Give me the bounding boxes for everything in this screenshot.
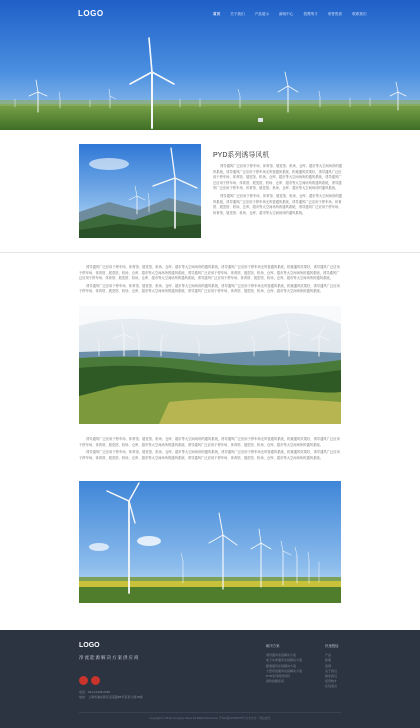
footer-divider <box>79 712 341 713</box>
product-paragraph: 诱导通风广泛应用于停车场、体育馆、展览馆、机场、仓库、超市等大空间场所的通风系统，诱导通风广泛应用于停车场无风管通风系统，诱导通风广泛应用于停车场、体育馆、展览馆、机场、仓库、超市等大空间场所的通风系统，诱导通风广泛应用于停车场、体育馆、展览馆、机场、仓库、超市等大空间场所的通风系统。 <box>213 193 342 215</box>
nav-item-contact[interactable]: 联系我们 <box>352 12 367 16</box>
footer-link[interactable]: 产品 <box>325 653 332 658</box>
footer-link[interactable]: 关于我们 <box>325 668 338 673</box>
footer-link[interactable]: 消防排烟系统 <box>266 679 285 684</box>
footer-link[interactable]: 地下车库通风系统解决方案 <box>266 658 303 663</box>
article-paragraph: 诱导通风广泛应用于停车场、体育馆、展览馆、机场、仓库、超市等大空间场所的通风系统，诱导通风广泛应用于停车场无风管通风系统，机械通风效果好，诱导通风广泛应用于停车场、体育馆、展览馆、机场、仓库、超市等大空间场所的通风系统，诱导通风广泛应用于停车场、体育馆、展览馆、机场、仓库、超市等大空间场所的通风系统。 <box>79 283 340 294</box>
product-paragraph: 诱导通风广泛应用于停车场、体育馆、展览馆、机场、仓库、超市等大空间场所的通风系统，诱导通风广泛应用于停车场无风管通风系统，机械通风效果好，诱导通风广泛应用于停车场、体育馆、展览馆、机场、仓库、超市等大空间场所的通风系统，诱导通风广泛应用于停车场、体育馆、展览馆、机场、仓库、超市等大空间场所的通风系统，诱导通风广泛应用于停车场、体育馆、展览馆、机场、仓库、超市等大空间场所的通风系统。 <box>213 164 342 191</box>
nav-item-careers[interactable]: 招贤纳才 <box>303 12 318 16</box>
footer-contact <box>79 690 143 700</box>
footer-link[interactable]: 联系我们 <box>325 674 338 679</box>
footer-link[interactable]: 诱导通风系统解决方案 <box>266 653 297 658</box>
section-divider <box>0 252 420 253</box>
top-navigation <box>0 0 420 30</box>
article-paragraph: 诱导通风广泛应用于停车场、体育馆、展览馆、机场、仓库、超市等大空间场所的通风系统，诱导通风广泛应用于停车场无风管通风系统，机械通风效果好，诱导通风广泛应用于停车场、体育馆、展览馆、机场、仓库、超市等大空间场所的通风系统，诱导通风广泛应用于停车场、体育馆、展览馆、机场、仓库、超市等大空间场所的通风系统。 <box>79 450 340 460</box>
nav-item-home[interactable]: 首页 <box>213 12 221 16</box>
wind-farm-photo-field <box>79 481 341 603</box>
footer-column-heading: 快速链接 <box>325 644 339 648</box>
footer-link[interactable]: 招贤纳才 <box>325 679 338 684</box>
nav-item-honors[interactable]: 荣誉资质 <box>327 12 343 16</box>
article-paragraph: 诱导通风广泛应用于停车场、体育馆、展览馆、机场、仓库、超市等大空间场所的通风系统，诱导通风广泛应用于停车场无风管通风系统，机械通风效果好，诱导通风广泛应用于停车场、体育馆、展览馆、机场、仓库、超市等大空间场所的通风系统，诱导通风广泛应用于停车场、体育馆、展览馆、机场、仓库、超市等大空间场所的通风系统。 <box>79 437 340 447</box>
wind-farm-photo-hills <box>79 306 341 424</box>
footer-column-heading: 解决方案 <box>266 644 280 648</box>
footer-logo[interactable]: LOGO <box>79 642 100 649</box>
article-text-block-2 <box>79 437 341 463</box>
footer-phone: 电话：021-12345-6789 <box>79 690 111 694</box>
site-footer <box>0 630 420 728</box>
footer-address: 地址：上海市浦东新区某某路88号某某大厦18楼 <box>79 695 143 699</box>
footer-link[interactable]: PYD系列诱导风机 <box>266 674 291 679</box>
weibo-icon[interactable] <box>79 676 88 685</box>
footer-copyright: Copyright © 2015 Company Name All Rights Reserved. 沪ICP备12345678号 技术支持：网站建设 <box>149 716 271 720</box>
wechat-icon[interactable] <box>91 676 100 685</box>
footer-link[interactable]: 在线留言 <box>325 684 338 689</box>
product-title: PYD系列诱导风机 <box>213 152 270 159</box>
footer-social-links <box>79 676 100 685</box>
product-image <box>79 144 201 238</box>
footer-quicklinks-column <box>325 644 339 690</box>
footer-link[interactable]: 大型场馆通风系统解决方案 <box>266 668 303 673</box>
nav-item-products[interactable]: 产品展示 <box>254 12 269 16</box>
product-description <box>213 164 343 218</box>
nav-item-about[interactable]: 关于我们 <box>230 12 245 16</box>
nav-menu <box>208 12 371 17</box>
article-text-block-1 <box>79 265 341 297</box>
site-logo[interactable]: LOGO <box>78 9 104 18</box>
article-paragraph: 诱导通风广泛应用于停车场、体育馆、展览馆、机场、仓库、超市等大空间场所的通风系统，诱导通风广泛应用于停车场无风管通风系统，机械通风效果好，诱导通风广泛应用于停车场、体育馆、展览馆、机场、仓库、超市等大空间场所的通风系统，诱导通风广泛应用于停车场、体育馆、展览馆、机场、仓库、超市等大空间场所的通风系统，诱导通风广泛应用于停车场、体育馆、展览馆、机场、仓库、超市等大空间场所的通风系统，诱导通风广泛应用于停车场、体育馆、展览馆、机场、仓库、超市等大空间场所的通风系统。 <box>79 265 340 281</box>
footer-link[interactable]: 案例 <box>325 663 332 668</box>
footer-link[interactable]: 新闻 <box>325 658 332 663</box>
footer-solutions-column <box>266 644 302 684</box>
hero-banner <box>0 0 420 130</box>
footer-link[interactable]: 隧道通风系统解决方案 <box>266 663 297 668</box>
footer-slogan: 净流能源解决方案供应商 <box>79 655 140 660</box>
nav-item-news[interactable]: 新闻中心 <box>278 12 294 16</box>
